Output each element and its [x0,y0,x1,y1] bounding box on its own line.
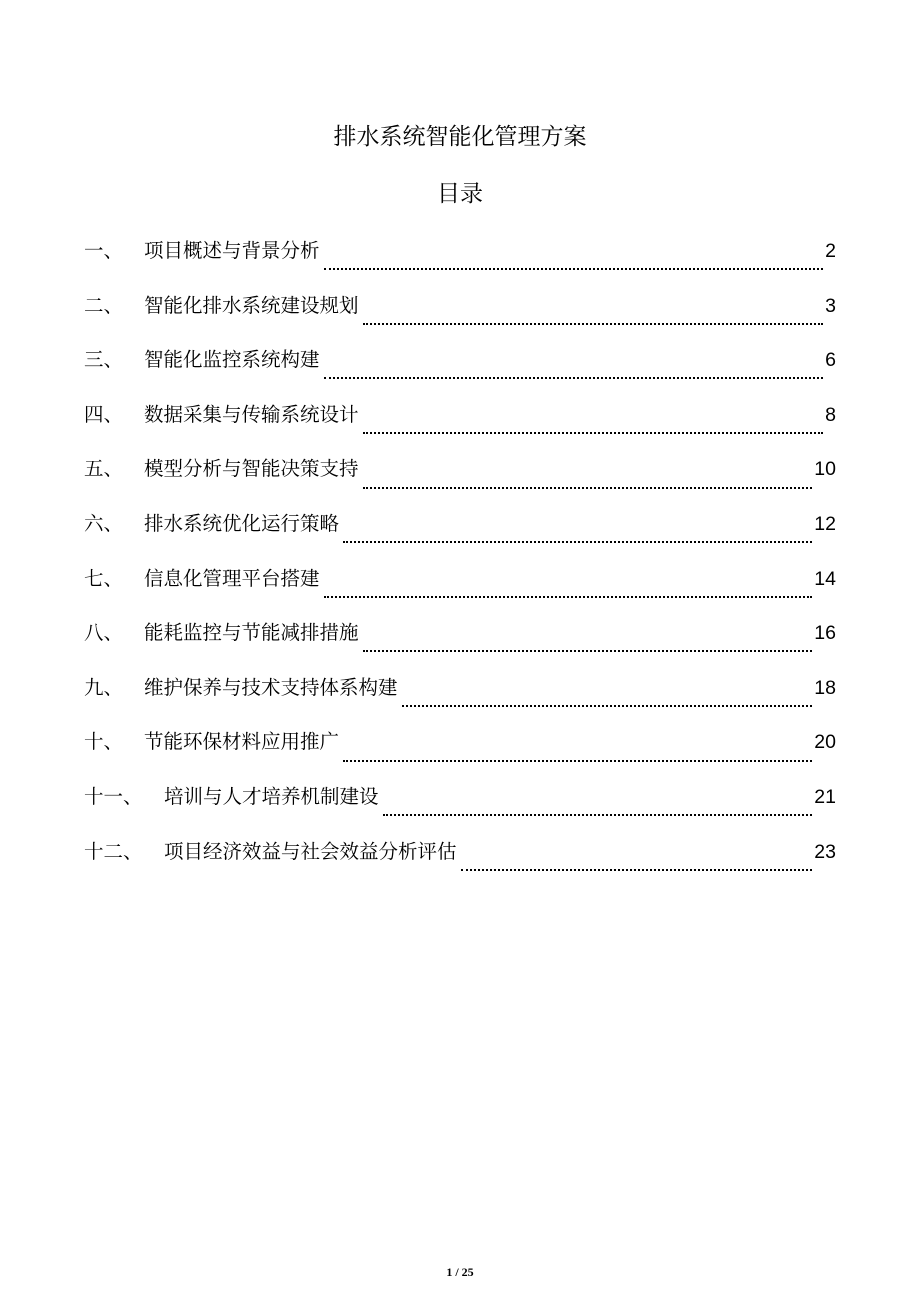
toc-entry[interactable] [84,779,836,834]
toc-entry[interactable] [84,834,836,889]
toc-entry-page: 12 [814,512,836,535]
toc-entry[interactable] [84,615,836,670]
toc-entry-title: 培训与人才培养机制建设 [164,784,379,808]
toc-entry-title: 维护保养与技术支持体系构建 [144,675,398,699]
toc-entry-number: 十一、 [84,784,143,808]
toc-dot-leader [363,636,813,656]
toc-entry-title: 项目经济效益与社会效益分析评估 [164,839,457,863]
toc-entry-number: 一、 [84,239,124,262]
toc-dot-leader [363,309,824,329]
toc-entry-number: 三、 [84,348,124,372]
toc-entry-page: 14 [814,567,836,590]
toc-entry-page: 6 [825,349,836,372]
toc-entry-page: 16 [814,622,836,645]
toc-entry-number: 五、 [84,457,124,481]
page-indicator: 1 / 25 [446,1265,474,1279]
toc-entry-page: 23 [814,840,836,863]
toc-entry-number: 六、 [84,511,124,535]
toc-entry[interactable] [84,288,836,343]
table-of-contents [84,233,836,888]
toc-dot-leader [363,473,813,493]
document-title: 排水系统智能化管理方案 [333,124,587,150]
toc-entry[interactable] [84,233,836,288]
toc-dot-leader [324,582,813,602]
toc-entry-page: 21 [814,785,836,808]
toc-entry[interactable] [84,724,836,779]
toc-entry-number: 四、 [84,402,124,426]
toc-dot-leader [343,746,812,766]
toc-entry[interactable] [84,397,836,452]
toc-dot-leader [383,800,813,820]
toc-entry-page: 3 [825,294,836,317]
toc-entry-title: 数据采集与传输系统设计 [144,402,359,426]
toc-entry[interactable] [84,506,836,561]
toc-entry-page: 18 [814,676,836,699]
toc-entry-title: 智能化监控系统构建 [144,348,320,372]
toc-entry[interactable] [84,670,836,725]
toc-entry[interactable] [84,561,836,616]
toc-dot-leader [343,527,812,547]
toc-entry-title: 排水系统优化运行策略 [144,511,340,535]
toc-dot-leader [363,418,824,438]
toc-dot-leader [402,691,813,711]
toc-entry-title: 节能环保材料应用推广 [144,730,340,754]
toc-entry-page: 20 [814,731,836,754]
toc-entry-page: 8 [825,403,836,426]
toc-dot-leader [324,363,824,383]
toc-entry-title: 智能化排水系统建设规划 [144,293,359,317]
toc-entry[interactable] [84,451,836,506]
toc-entry-page: 2 [825,240,836,262]
toc-entry-number: 二、 [84,293,124,317]
toc-entry-number: 八、 [84,621,124,645]
toc-heading: 目录 [437,181,483,207]
toc-entry-number: 十二、 [84,839,143,863]
toc-entry-number: 九、 [84,675,124,699]
toc-entry-page: 10 [814,458,836,481]
toc-entry-title: 能耗监控与节能减排措施 [144,621,359,645]
toc-entry-title: 信息化管理平台搭建 [144,566,320,590]
toc-entry-title: 项目概述与背景分析 [144,239,320,262]
toc-entry-number: 七、 [84,566,124,590]
toc-dot-leader [324,254,824,274]
toc-dot-leader [461,855,813,875]
toc-entry-number: 十、 [84,730,124,754]
toc-entry[interactable] [84,342,836,397]
toc-entry-title: 模型分析与智能决策支持 [144,457,359,481]
